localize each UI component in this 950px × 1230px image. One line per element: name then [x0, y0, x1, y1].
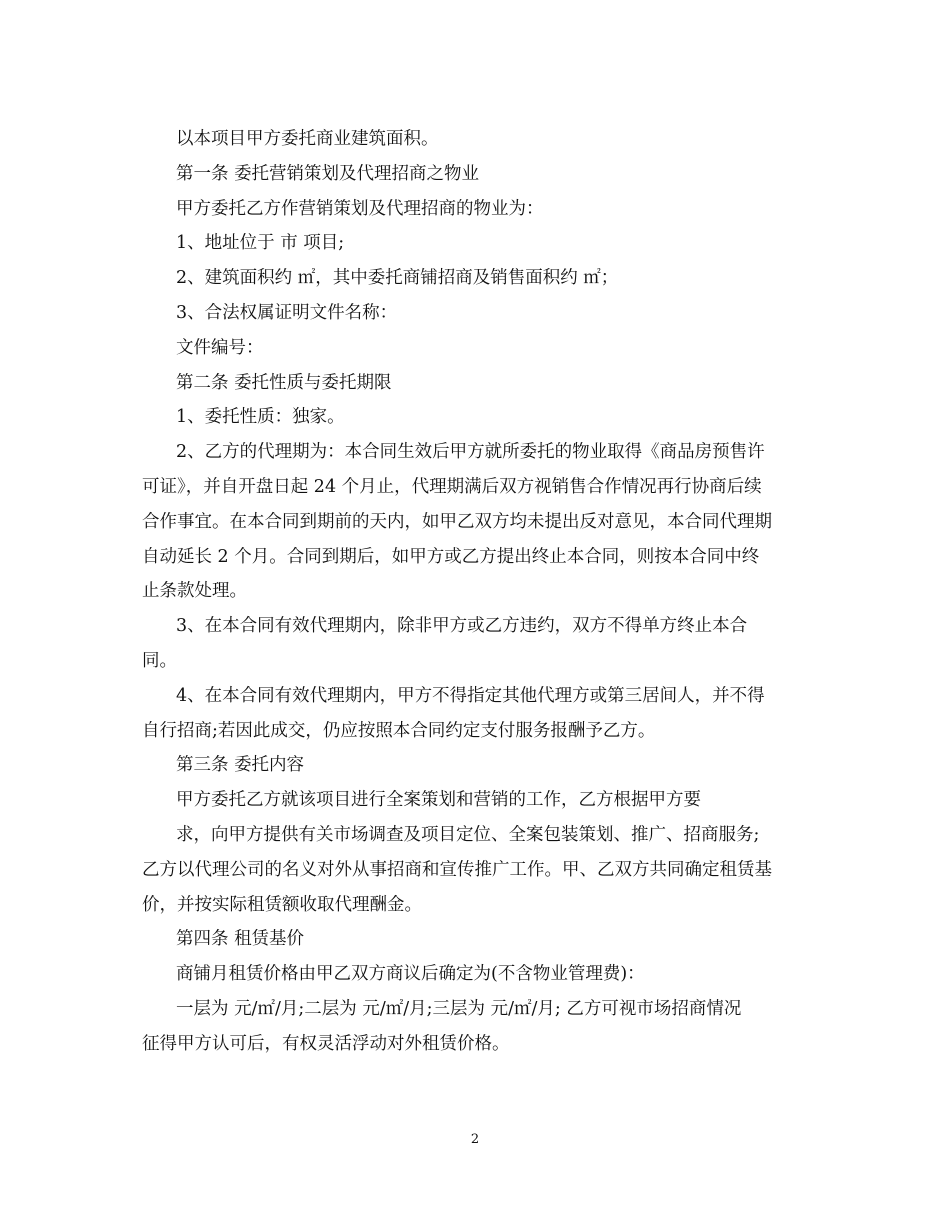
text-line: 以本项目甲方委托商业建筑面积。 — [176, 129, 439, 149]
text-line: 第一条 委托营销策划及代理招商之物业 — [176, 163, 480, 184]
text-line: 征得甲方认可后，有权灵活浮动对外租赁价格。 — [142, 1033, 510, 1054]
document-body — [142, 122, 822, 1062]
text-line: 求，向甲方提供有关市场调查及项目定位、全案包装策划、推广、招商服务; — [176, 824, 760, 845]
text-line: 合作事宜。在本合同到期前的天内，如甲乙双方均未提出反对意见，本合同代理期 — [142, 511, 772, 532]
text-line: 第二条 委托性质与委托期限 — [176, 372, 392, 393]
text-line: 文件编号： — [176, 337, 264, 358]
text-line: 自动延长 2 个月。合同到期后，如甲方或乙方提出终止本合同，则按本合同中终 — [142, 546, 760, 567]
text-line: 甲方委托乙方就该项目进行全案策划和营销的工作，乙方根据甲方要 — [176, 790, 701, 811]
text-line: 价，并按实际租赁额收取代理酬金。 — [142, 894, 422, 915]
text-line: 第四条 租赁基价 — [176, 929, 305, 950]
text-line: 乙方以代理公司的名义对外从事招商和宣传推广工作。甲、乙双方共同确定租赁基 — [142, 859, 772, 880]
text-line: 第三条 委托内容 — [176, 755, 305, 776]
text-line: 2、建筑面积约 ㎡，其中委托商铺招商及销售面积约 ㎡； — [176, 268, 619, 289]
text-line: 1、委托性质：独家。 — [176, 407, 345, 428]
text-line: 止条款处理。 — [142, 581, 247, 602]
text-line: 商铺月租赁价格由甲乙双方商议后确定为(不含物业管理费)： — [176, 964, 645, 985]
text-line: 一层为 元/㎡/月;二层为 元/㎡/月;三层为 元/㎡/月; 乙方可视市场招商情况 — [176, 998, 742, 1019]
text-line: 自行招商;若因此成交，仍应按照本合同约定支付服务报酬予乙方。 — [142, 720, 656, 741]
text-line: 同。 — [142, 650, 177, 671]
page-number: 2 — [470, 1132, 480, 1147]
text-line: 甲方委托乙方作营销策划及代理招商的物业为： — [176, 198, 544, 219]
text-line: 3、在本合同有效代理期内，除非甲方或乙方违约，双方不得单方终止本合 — [176, 616, 748, 637]
text-line: 4、在本合同有效代理期内，甲方不得指定其他代理方或第三居间人，并不得 — [176, 685, 765, 706]
text-line: 1、地址位于 市 项目; — [176, 233, 345, 254]
text-line: 3、合法权属证明文件名称： — [176, 302, 398, 323]
text-line: 可证》，并自开盘日起 24 个月止，代理期满后双方视销售合作情况再行协商后续 — [142, 476, 762, 497]
text-line: 2、乙方的代理期为：本合同生效后甲方就所委托的物业取得《商品房预售许 — [176, 442, 765, 463]
